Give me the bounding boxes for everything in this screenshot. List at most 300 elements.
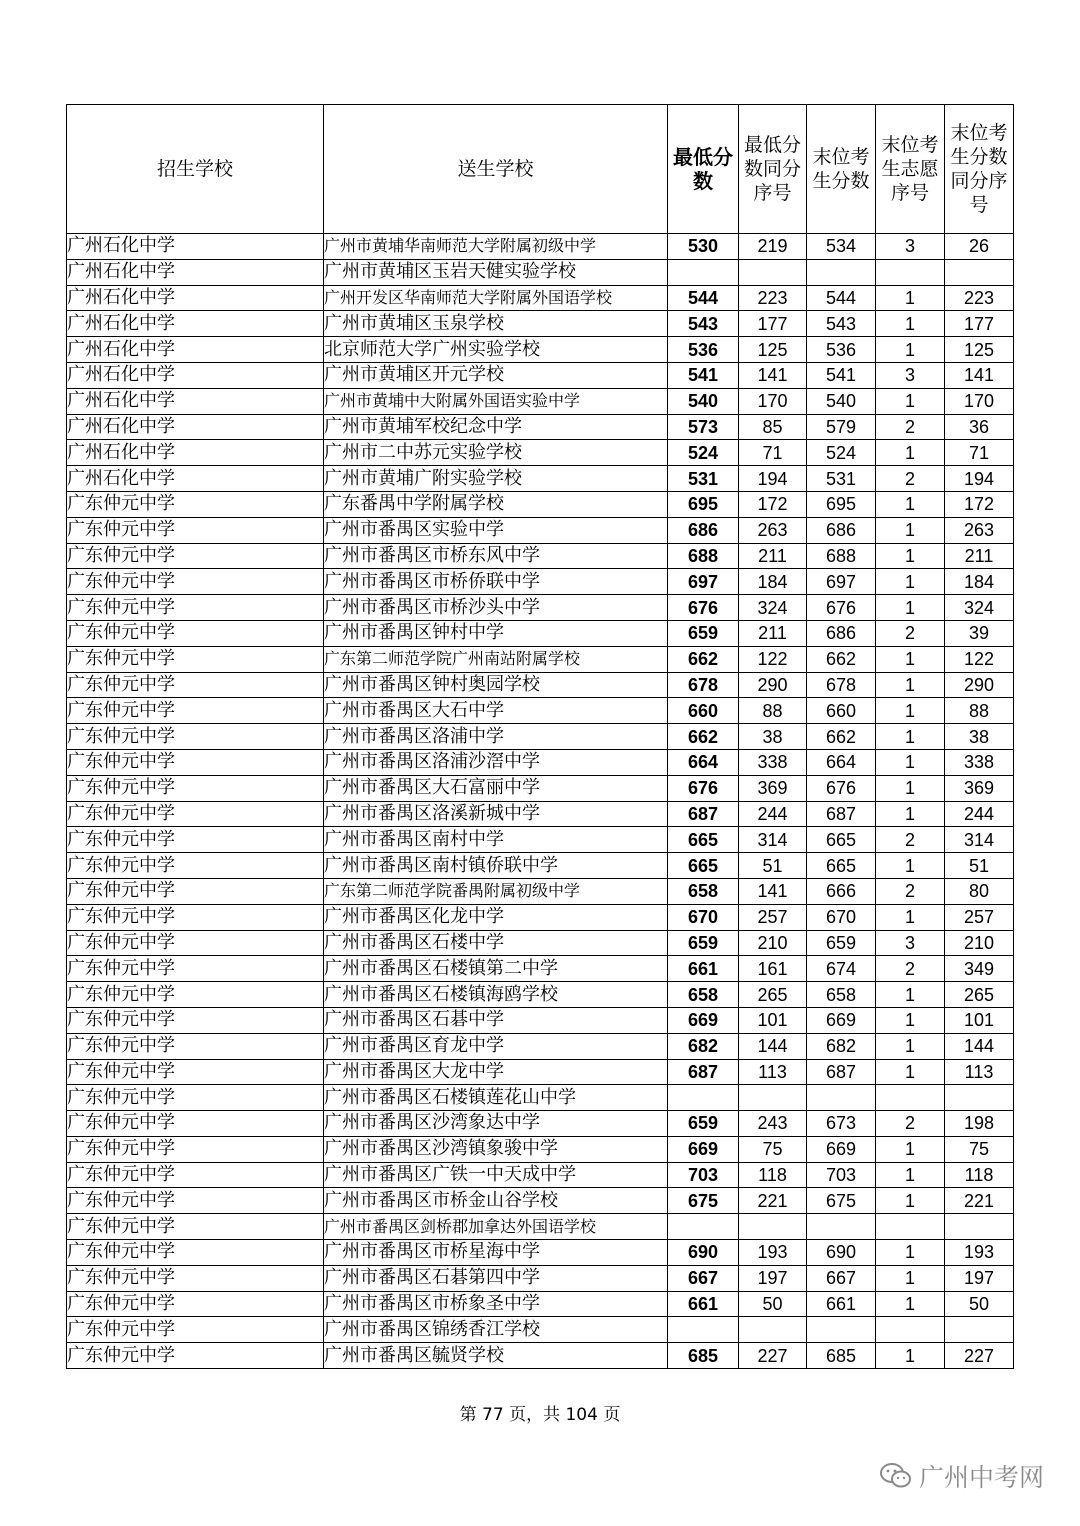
- cell-last-student-choice-rank: 1: [876, 337, 945, 363]
- cell-enrolling-school: 广东仲元中学: [67, 775, 324, 801]
- table-row: [67, 517, 1014, 543]
- watermark-text: 广州中考网: [918, 1463, 1044, 1492]
- cell-sending-school: 广州市番禺区钟村奥园学校: [324, 672, 668, 698]
- table-row: [67, 491, 1014, 517]
- table-row: [67, 1111, 1014, 1137]
- table-row: [67, 930, 1014, 956]
- cell-min-score-tie-rank: 184: [739, 569, 807, 595]
- cell-min-score-tie-rank: [739, 259, 807, 285]
- table-row: [67, 234, 1014, 260]
- cell-sending-school: 广州市番禺区广铁一中天成中学: [324, 1162, 668, 1188]
- cell-min-score: 662: [668, 724, 739, 750]
- cell-last-student-choice-rank: 1: [876, 517, 945, 543]
- cell-last-student-score: 579: [807, 414, 876, 440]
- cell-sending-school: 广州市番禺区石楼镇莲花山中学: [324, 1085, 668, 1111]
- header-enrolling-school: 招生学校: [67, 105, 324, 234]
- cell-sending-school: 广州开发区华南师范大学附属外国语学校: [324, 285, 668, 311]
- cell-last-student-choice-rank: 2: [876, 466, 945, 492]
- cell-min-score-tie-rank: 243: [739, 1111, 807, 1137]
- cell-enrolling-school: 广东仲元中学: [67, 672, 324, 698]
- cell-last-student-score: 678: [807, 672, 876, 698]
- cell-enrolling-school: 广州石化中学: [67, 234, 324, 260]
- cell-enrolling-school: 广东仲元中学: [67, 517, 324, 543]
- cell-min-score-tie-rank: 177: [739, 311, 807, 337]
- cell-min-score: 541: [668, 362, 739, 388]
- cell-last-student-tie-rank: [945, 1085, 1014, 1111]
- table-row: [67, 1162, 1014, 1188]
- cell-sending-school: 广州市番禺区市桥星海中学: [324, 1240, 668, 1266]
- cell-last-student-choice-rank: 2: [876, 878, 945, 904]
- cell-min-score: 659: [668, 930, 739, 956]
- cell-last-student-tie-rank: [945, 1317, 1014, 1343]
- cell-min-score-tie-rank: 141: [739, 362, 807, 388]
- cell-last-student-score: 676: [807, 775, 876, 801]
- table-row: [67, 1085, 1014, 1111]
- cell-min-score: 669: [668, 1136, 739, 1162]
- header-min-score-tie-rank: 最低分数同分序号: [739, 105, 807, 234]
- cell-last-student-choice-rank: 1: [876, 724, 945, 750]
- cell-enrolling-school: 广东仲元中学: [67, 1317, 324, 1343]
- cell-last-student-tie-rank: 118: [945, 1162, 1014, 1188]
- cell-min-score-tie-rank: 211: [739, 543, 807, 569]
- cell-sending-school: 广州市番禺区南村镇侨联中学: [324, 853, 668, 879]
- table-row: [67, 1007, 1014, 1033]
- cell-last-student-tie-rank: 36: [945, 414, 1014, 440]
- table-row: [67, 1343, 1014, 1369]
- cell-min-score-tie-rank: 257: [739, 904, 807, 930]
- cell-last-student-tie-rank: 290: [945, 672, 1014, 698]
- cell-min-score: [668, 1214, 739, 1240]
- cell-last-student-score: 662: [807, 724, 876, 750]
- table-row: [67, 672, 1014, 698]
- cell-sending-school: 广东番禺中学附属学校: [324, 491, 668, 517]
- cell-last-student-choice-rank: 1: [876, 775, 945, 801]
- cell-enrolling-school: 广东仲元中学: [67, 982, 324, 1008]
- cell-last-student-choice-rank: 1: [876, 749, 945, 775]
- cell-enrolling-school: 广东仲元中学: [67, 1007, 324, 1033]
- cell-min-score-tie-rank: 118: [739, 1162, 807, 1188]
- cell-enrolling-school: 广东仲元中学: [67, 904, 324, 930]
- cell-last-student-choice-rank: 3: [876, 362, 945, 388]
- table-row: [67, 569, 1014, 595]
- cell-last-student-tie-rank: 75: [945, 1136, 1014, 1162]
- cell-last-student-choice-rank: [876, 1214, 945, 1240]
- cell-enrolling-school: 广东仲元中学: [67, 620, 324, 646]
- cell-sending-school: 广州市番禺区洛溪新城中学: [324, 801, 668, 827]
- cell-last-student-tie-rank: 51: [945, 853, 1014, 879]
- cell-sending-school: 广东第二师范学院广州南站附属学校: [324, 646, 668, 672]
- cell-enrolling-school: 广东仲元中学: [67, 724, 324, 750]
- cell-min-score: 573: [668, 414, 739, 440]
- cell-last-student-tie-rank: 227: [945, 1343, 1014, 1369]
- cell-last-student-score: 660: [807, 698, 876, 724]
- cell-last-student-tie-rank: 369: [945, 775, 1014, 801]
- cell-last-student-tie-rank: 314: [945, 827, 1014, 853]
- cell-enrolling-school: 广州石化中学: [67, 285, 324, 311]
- cell-enrolling-school: 广州石化中学: [67, 414, 324, 440]
- cell-min-score: 530: [668, 234, 739, 260]
- table-row: [67, 543, 1014, 569]
- cell-last-student-score: 703: [807, 1162, 876, 1188]
- cell-enrolling-school: 广东仲元中学: [67, 543, 324, 569]
- cell-min-score-tie-rank: 263: [739, 517, 807, 543]
- table-row: [67, 311, 1014, 337]
- cell-last-student-tie-rank: [945, 1214, 1014, 1240]
- cell-last-student-choice-rank: [876, 259, 945, 285]
- cell-last-student-score: 697: [807, 569, 876, 595]
- cell-last-student-score: 665: [807, 827, 876, 853]
- cell-enrolling-school: 广州石化中学: [67, 311, 324, 337]
- cell-last-student-score: 675: [807, 1188, 876, 1214]
- cell-last-student-score: 674: [807, 956, 876, 982]
- cell-min-score-tie-rank: 223: [739, 285, 807, 311]
- cell-last-student-choice-rank: 1: [876, 1240, 945, 1266]
- cell-min-score: 667: [668, 1265, 739, 1291]
- cell-last-student-choice-rank: 1: [876, 491, 945, 517]
- cell-last-student-score: 685: [807, 1343, 876, 1369]
- cell-sending-school: 广州市番禺区市桥象圣中学: [324, 1291, 668, 1317]
- cell-min-score: 675: [668, 1188, 739, 1214]
- cell-sending-school: 广州市番禺区石碁第四中学: [324, 1265, 668, 1291]
- cell-last-student-tie-rank: 210: [945, 930, 1014, 956]
- cell-last-student-tie-rank: 141: [945, 362, 1014, 388]
- cell-last-student-choice-rank: 1: [876, 595, 945, 621]
- cell-min-score: 536: [668, 337, 739, 363]
- cell-last-student-tie-rank: 221: [945, 1188, 1014, 1214]
- cell-sending-school: 北京师范大学广州实验学校: [324, 337, 668, 363]
- cell-sending-school: 广州市番禺区化龙中学: [324, 904, 668, 930]
- table-row: [67, 285, 1014, 311]
- cell-last-student-choice-rank: 1: [876, 1136, 945, 1162]
- cell-min-score: 661: [668, 956, 739, 982]
- cell-sending-school: 广州市番禺区南村中学: [324, 827, 668, 853]
- cell-enrolling-school: 广东仲元中学: [67, 827, 324, 853]
- cell-last-student-choice-rank: 2: [876, 414, 945, 440]
- cell-min-score: 685: [668, 1343, 739, 1369]
- cell-enrolling-school: 广东仲元中学: [67, 930, 324, 956]
- cell-enrolling-school: 广州石化中学: [67, 466, 324, 492]
- cell-last-student-score: [807, 259, 876, 285]
- cell-sending-school: 广州市黄埔区玉泉学校: [324, 311, 668, 337]
- cell-last-student-tie-rank: 144: [945, 1033, 1014, 1059]
- cell-min-score: 678: [668, 672, 739, 698]
- cell-last-student-choice-rank: 1: [876, 1265, 945, 1291]
- cell-last-student-score: 666: [807, 878, 876, 904]
- cell-last-student-tie-rank: 257: [945, 904, 1014, 930]
- cell-enrolling-school: 广东仲元中学: [67, 1240, 324, 1266]
- cell-last-student-score: [807, 1317, 876, 1343]
- cell-last-student-choice-rank: 1: [876, 853, 945, 879]
- cell-enrolling-school: 广州石化中学: [67, 337, 324, 363]
- cell-last-student-tie-rank: 197: [945, 1265, 1014, 1291]
- table-row: [67, 620, 1014, 646]
- cell-last-student-score: 676: [807, 595, 876, 621]
- cell-last-student-choice-rank: 1: [876, 1007, 945, 1033]
- table-row: [67, 1059, 1014, 1085]
- cell-enrolling-school: 广东仲元中学: [67, 1033, 324, 1059]
- cell-last-student-tie-rank: 122: [945, 646, 1014, 672]
- cell-min-score: 544: [668, 285, 739, 311]
- cell-sending-school: 广州市番禺区钟村中学: [324, 620, 668, 646]
- cell-min-score-tie-rank: 290: [739, 672, 807, 698]
- cell-last-student-score: 662: [807, 646, 876, 672]
- cell-sending-school: 广州市番禺区大龙中学: [324, 1059, 668, 1085]
- cell-enrolling-school: 广东仲元中学: [67, 956, 324, 982]
- cell-last-student-score: 687: [807, 1059, 876, 1085]
- admission-score-table: [66, 104, 1014, 1369]
- table-row: [67, 440, 1014, 466]
- table-row: [67, 775, 1014, 801]
- cell-sending-school: 广州市黄埔华南师范大学附属初级中学: [324, 234, 668, 260]
- cell-sending-school: 广州市番禺区市桥侨联中学: [324, 569, 668, 595]
- table-row: [67, 1291, 1014, 1317]
- cell-enrolling-school: 广州石化中学: [67, 259, 324, 285]
- cell-min-score: 659: [668, 620, 739, 646]
- cell-last-student-tie-rank: 38: [945, 724, 1014, 750]
- cell-last-student-tie-rank: 194: [945, 466, 1014, 492]
- cell-min-score: 660: [668, 698, 739, 724]
- cell-sending-school: 广州市番禺区洛浦中学: [324, 724, 668, 750]
- cell-enrolling-school: 广东仲元中学: [67, 878, 324, 904]
- cell-sending-school: 广州市番禺区市桥沙头中学: [324, 595, 668, 621]
- cell-last-student-score: 690: [807, 1240, 876, 1266]
- cell-sending-school: 广州市黄埔区开元学校: [324, 362, 668, 388]
- cell-last-student-choice-rank: 1: [876, 543, 945, 569]
- cell-min-score-tie-rank: 197: [739, 1265, 807, 1291]
- cell-last-student-score: 540: [807, 388, 876, 414]
- table-row: [67, 466, 1014, 492]
- cell-min-score-tie-rank: 221: [739, 1188, 807, 1214]
- cell-last-student-choice-rank: 1: [876, 1188, 945, 1214]
- cell-min-score-tie-rank: 75: [739, 1136, 807, 1162]
- cell-min-score-tie-rank: 172: [739, 491, 807, 517]
- cell-min-score: 662: [668, 646, 739, 672]
- cell-last-student-choice-rank: 1: [876, 1059, 945, 1085]
- cell-last-student-score: 664: [807, 749, 876, 775]
- cell-last-student-choice-rank: 1: [876, 285, 945, 311]
- cell-last-student-score: 669: [807, 1007, 876, 1033]
- cell-min-score-tie-rank: 338: [739, 749, 807, 775]
- page-number-footer: 第 77 页，共 104 页: [459, 1405, 621, 1425]
- cell-min-score-tie-rank: 85: [739, 414, 807, 440]
- cell-last-student-tie-rank: 223: [945, 285, 1014, 311]
- cell-last-student-score: 695: [807, 491, 876, 517]
- cell-last-student-score: 669: [807, 1136, 876, 1162]
- cell-sending-school: 广州市番禺区大石中学: [324, 698, 668, 724]
- cell-min-score-tie-rank: 227: [739, 1343, 807, 1369]
- cell-min-score: 687: [668, 1059, 739, 1085]
- cell-min-score-tie-rank: 113: [739, 1059, 807, 1085]
- cell-last-student-choice-rank: 1: [876, 311, 945, 337]
- cell-last-student-tie-rank: 193: [945, 1240, 1014, 1266]
- cell-last-student-choice-rank: 1: [876, 388, 945, 414]
- cell-last-student-score: 673: [807, 1111, 876, 1137]
- cell-enrolling-school: 广东仲元中学: [67, 1343, 324, 1369]
- cell-min-score: 665: [668, 853, 739, 879]
- cell-last-student-tie-rank: 244: [945, 801, 1014, 827]
- header-sending-school: 送生学校: [324, 105, 668, 234]
- cell-last-student-choice-rank: [876, 1085, 945, 1111]
- cell-last-student-score: 665: [807, 853, 876, 879]
- cell-enrolling-school: 广州石化中学: [67, 362, 324, 388]
- cell-last-student-score: 536: [807, 337, 876, 363]
- cell-enrolling-school: 广东仲元中学: [67, 853, 324, 879]
- cell-last-student-choice-rank: 1: [876, 440, 945, 466]
- cell-min-score: 658: [668, 878, 739, 904]
- cell-enrolling-school: 广东仲元中学: [67, 595, 324, 621]
- cell-last-student-choice-rank: 1: [876, 569, 945, 595]
- cell-sending-school: 广州市番禺区洛浦沙滘中学: [324, 749, 668, 775]
- cell-sending-school: 广州市番禺区剑桥郡加拿达外国语学校: [324, 1214, 668, 1240]
- table-row: [67, 362, 1014, 388]
- table-row: [67, 698, 1014, 724]
- table-row: [67, 1033, 1014, 1059]
- cell-min-score: 664: [668, 749, 739, 775]
- cell-min-score-tie-rank: 324: [739, 595, 807, 621]
- cell-last-student-score: [807, 1214, 876, 1240]
- cell-last-student-choice-rank: 1: [876, 1162, 945, 1188]
- cell-enrolling-school: 广东仲元中学: [67, 1059, 324, 1085]
- cell-min-score-tie-rank: 265: [739, 982, 807, 1008]
- cell-min-score-tie-rank: 141: [739, 878, 807, 904]
- cell-last-student-choice-rank: 2: [876, 956, 945, 982]
- table-row: [67, 904, 1014, 930]
- cell-enrolling-school: 广州石化中学: [67, 388, 324, 414]
- cell-last-student-choice-rank: 2: [876, 620, 945, 646]
- cell-min-score: 543: [668, 311, 739, 337]
- cell-sending-school: 广州市番禺区石碁中学: [324, 1007, 668, 1033]
- cell-enrolling-school: 广东仲元中学: [67, 801, 324, 827]
- cell-last-student-tie-rank: 349: [945, 956, 1014, 982]
- cell-min-score-tie-rank: 219: [739, 234, 807, 260]
- cell-sending-school: 广州市番禺区石楼镇第二中学: [324, 956, 668, 982]
- cell-last-student-tie-rank: 88: [945, 698, 1014, 724]
- cell-last-student-tie-rank: [945, 259, 1014, 285]
- cell-last-student-tie-rank: 39: [945, 620, 1014, 646]
- header-last-student-score: 末位考生分数: [807, 105, 876, 234]
- cell-sending-school: 广东第二师范学院番禺附属初级中学: [324, 878, 668, 904]
- cell-sending-school: 广州市番禺区石楼中学: [324, 930, 668, 956]
- cell-last-student-tie-rank: 198: [945, 1111, 1014, 1137]
- cell-enrolling-school: 广东仲元中学: [67, 491, 324, 517]
- cell-min-score: 687: [668, 801, 739, 827]
- cell-last-student-choice-rank: 1: [876, 698, 945, 724]
- table-row: [67, 646, 1014, 672]
- cell-min-score: [668, 1317, 739, 1343]
- cell-min-score-tie-rank: [739, 1214, 807, 1240]
- cell-min-score: 659: [668, 1111, 739, 1137]
- cell-last-student-tie-rank: 80: [945, 878, 1014, 904]
- table-row: [67, 1265, 1014, 1291]
- cell-min-score: 661: [668, 1291, 739, 1317]
- cell-last-student-choice-rank: 1: [876, 1291, 945, 1317]
- cell-min-score: 697: [668, 569, 739, 595]
- cell-last-student-choice-rank: 3: [876, 234, 945, 260]
- cell-min-score-tie-rank: 125: [739, 337, 807, 363]
- cell-last-student-score: 688: [807, 543, 876, 569]
- cell-min-score: 682: [668, 1033, 739, 1059]
- cell-enrolling-school: 广东仲元中学: [67, 1111, 324, 1137]
- cell-last-student-score: 670: [807, 904, 876, 930]
- header-last-student-choice-rank: 末位考生志愿序号: [876, 105, 945, 234]
- cell-last-student-tie-rank: 71: [945, 440, 1014, 466]
- cell-last-student-score: 544: [807, 285, 876, 311]
- table-row: [67, 827, 1014, 853]
- cell-min-score: 540: [668, 388, 739, 414]
- cell-min-score: 688: [668, 543, 739, 569]
- cell-enrolling-school: 广东仲元中学: [67, 749, 324, 775]
- cell-min-score-tie-rank: 211: [739, 620, 807, 646]
- cell-min-score: [668, 259, 739, 285]
- cell-min-score-tie-rank: 161: [739, 956, 807, 982]
- cell-last-student-tie-rank: 101: [945, 1007, 1014, 1033]
- cell-last-student-tie-rank: 338: [945, 749, 1014, 775]
- cell-last-student-score: 658: [807, 982, 876, 1008]
- cell-last-student-score: 543: [807, 311, 876, 337]
- cell-min-score: 686: [668, 517, 739, 543]
- cell-last-student-tie-rank: 265: [945, 982, 1014, 1008]
- cell-last-student-choice-rank: 1: [876, 982, 945, 1008]
- cell-enrolling-school: 广东仲元中学: [67, 1085, 324, 1111]
- table-row: [67, 595, 1014, 621]
- table-row: [67, 1240, 1014, 1266]
- cell-last-student-score: 541: [807, 362, 876, 388]
- cell-min-score-tie-rank: 122: [739, 646, 807, 672]
- cell-min-score-tie-rank: 210: [739, 930, 807, 956]
- cell-last-student-tie-rank: 172: [945, 491, 1014, 517]
- cell-min-score-tie-rank: 88: [739, 698, 807, 724]
- table-row: [67, 1188, 1014, 1214]
- cell-min-score: 531: [668, 466, 739, 492]
- cell-min-score-tie-rank: 314: [739, 827, 807, 853]
- table-row: [67, 724, 1014, 750]
- cell-min-score-tie-rank: 51: [739, 853, 807, 879]
- cell-last-student-choice-rank: 1: [876, 672, 945, 698]
- cell-last-student-choice-rank: [876, 1317, 945, 1343]
- cell-last-student-tie-rank: 113: [945, 1059, 1014, 1085]
- cell-last-student-choice-rank: 3: [876, 930, 945, 956]
- cell-min-score-tie-rank: 170: [739, 388, 807, 414]
- cell-min-score: 703: [668, 1162, 739, 1188]
- cell-sending-school: 广州市番禺区大石富丽中学: [324, 775, 668, 801]
- cell-sending-school: 广州市番禺区毓贤学校: [324, 1343, 668, 1369]
- cell-min-score: 658: [668, 982, 739, 1008]
- cell-last-student-score: 661: [807, 1291, 876, 1317]
- table-row: [67, 259, 1014, 285]
- header-min-score: 最低分数: [668, 105, 739, 234]
- table-row: [67, 1136, 1014, 1162]
- cell-enrolling-school: 广州石化中学: [67, 440, 324, 466]
- cell-enrolling-school: 广东仲元中学: [67, 1214, 324, 1240]
- table-row: [67, 414, 1014, 440]
- cell-min-score: 669: [668, 1007, 739, 1033]
- cell-sending-school: 广州市番禺区市桥金山谷学校: [324, 1188, 668, 1214]
- cell-min-score-tie-rank: 71: [739, 440, 807, 466]
- table-row: [67, 749, 1014, 775]
- cell-last-student-tie-rank: 324: [945, 595, 1014, 621]
- cell-sending-school: 广州市番禺区石楼镇海鸥学校: [324, 982, 668, 1008]
- cell-min-score-tie-rank: 38: [739, 724, 807, 750]
- cell-last-student-choice-rank: 1: [876, 1343, 945, 1369]
- cell-last-student-score: 531: [807, 466, 876, 492]
- cell-min-score-tie-rank: [739, 1317, 807, 1343]
- cell-sending-school: 广州市番禺区沙湾象达中学: [324, 1111, 668, 1137]
- cell-enrolling-school: 广东仲元中学: [67, 1265, 324, 1291]
- cell-last-student-choice-rank: 1: [876, 646, 945, 672]
- cell-min-score: [668, 1085, 739, 1111]
- cell-sending-school: 广州市番禺区市桥东风中学: [324, 543, 668, 569]
- cell-enrolling-school: 广东仲元中学: [67, 1291, 324, 1317]
